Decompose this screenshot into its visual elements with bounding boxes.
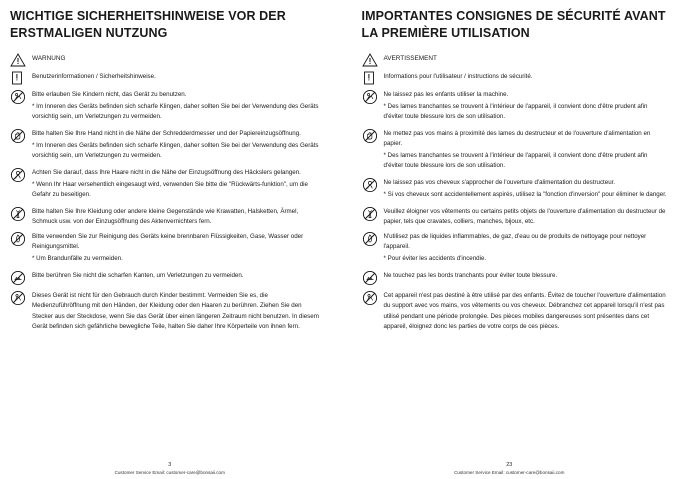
no-sharp-edge-icon <box>10 269 32 286</box>
safety-item-list-german <box>10 52 322 332</box>
list-item-line: * Des lames tranchantes se trouvent à l'intérieur de l'appareil, il convient donc d'être prudent afin d'éviter toute blessure lors de son utilisation. <box>383 151 648 170</box>
customer-service-email: Customer Service Email: customer-care@bonsaii.com <box>114 470 225 475</box>
page-title-german: WICHTIGE SICHERHEITSHINWEISE VOR DER ERSTMALIGEN NUTZUNG <box>10 9 286 40</box>
list-item <box>10 205 322 227</box>
list-item-text: Cet appareil n'est pas destiné à être utilisé par des enfants. Évitez de toucher l'ouverture d'alimentation du support avec vos mains, vos vêtements ou vos cheveux. Débranchez cet appareil lorsqu'il n'est pas utilisé pendant une période prolongée. Des pièces mobiles dangereuses sont présentes dans cet appareil, éloignez donc les parties de votre corps de ces pièces. <box>383 292 666 330</box>
list-item-text <box>384 127 668 173</box>
list-item <box>10 127 322 163</box>
list-item <box>10 166 322 202</box>
list-item <box>10 52 322 67</box>
list-item-text <box>32 88 322 124</box>
page-number: 23 <box>506 462 513 468</box>
list-item <box>10 230 322 266</box>
no-hair-icon <box>10 166 32 183</box>
list-item-line: * Um Brandunfälle zu vermeiden. <box>32 255 123 263</box>
list-item-line: N'utilisez pas de liquides inflammables, de gaz, d'eau ou de produits de nettoyage pour nettoyer l'appareil. <box>383 233 647 251</box>
list-item-line: * Im Inneren des Geräts befinden sich scharfe Klingen, daher sollten Sie bei der Verwendung des Geräts vorsichtig sein, um Verletzungen zu vermeiden. <box>32 102 319 120</box>
no-hands-icon <box>10 127 32 144</box>
list-item <box>362 127 668 173</box>
list-item-line: Bitte verwenden Sie zur Reinigung des Geräts keine brennbaren Flüssigkeiten, Gase, Wasser oder Reinigungsmittel. <box>32 233 304 251</box>
no-children-use-icon <box>362 289 384 306</box>
footer-french <box>340 462 679 475</box>
list-item <box>10 269 322 286</box>
list-item-line: * Wenn Ihr Haar versehentlich eingesaugt wird, verwenden Sie bitte die "Rückwärts-funktion", um die Gefahr zu beseitigen. <box>32 181 308 199</box>
list-item-text: Bitte halten Sie Ihre Kleidung oder andere kleine Gegenstände wie Krawatten, Halsketten, Ärmel, Schmuck usw. von der Einzugsöffnung des Aktenvernichters fern. <box>32 208 299 226</box>
list-item-text: Benutzerinformationen / Sicherheitshinweise. <box>32 72 156 80</box>
list-item-text <box>32 166 322 202</box>
list-item-line: * Pour éviter les accidents d'incendie. <box>383 255 487 263</box>
customer-service-email: Customer Service Email: customer-care@bonsaii.com <box>454 470 565 475</box>
no-flammable-icon <box>362 230 384 247</box>
list-item <box>362 289 668 331</box>
list-item-text: WARNUNG <box>32 54 66 62</box>
no-children-icon <box>10 88 32 105</box>
list-item-text: AVERTISSEMENT <box>383 54 437 62</box>
no-flammable-icon <box>10 230 32 247</box>
no-loose-clothing-icon <box>10 205 32 222</box>
list-item-text: Ne touchez pas les bords tranchants pour éviter toute blessure. <box>383 272 558 280</box>
list-item-text: Dieses Gerät ist nicht für den Gebrauch durch Kinder bestimmt. Vermeiden Sie es, die Medienzuführöffnung mit den Händen, der Kleidung oder den Haaren zu berühren. Ziehen Sie den Stecker aus der Steckdose, wenn Sie das Gerät über einen längeren Zeitraum nicht benutzen. In diesem Gerät befinden sich gefährliche bewegliche Teile, halten Sie daher Ihre Körperteile von ihnen fern. <box>32 292 319 330</box>
list-item-text <box>384 88 668 124</box>
warning-triangle-icon <box>10 52 32 67</box>
list-item-line: Ne laissez pas vos cheveux s'approcher de l'ouverture d'alimentation du destructeur. <box>383 179 616 187</box>
safety-column-french <box>340 0 679 479</box>
list-item-text <box>32 230 322 266</box>
warning-triangle-icon <box>362 52 384 67</box>
list-item-text <box>384 176 668 202</box>
list-item-line: Bitte erlauben Sie Kindern nicht, das Gerät zu benutzen. <box>32 90 187 98</box>
list-item <box>10 88 322 124</box>
no-children-use-icon <box>10 289 32 306</box>
safety-item-list-french <box>362 52 668 332</box>
list-item <box>362 176 668 202</box>
no-loose-clothing-icon <box>362 205 384 222</box>
list-item <box>10 70 322 85</box>
list-item-line: * Si vos cheveux sont accidentellement aspirés, utilisez la "fonction d'inversion" pour éliminer le danger. <box>383 191 667 199</box>
list-item <box>362 230 668 266</box>
list-item-text <box>32 127 322 163</box>
manual-book-icon <box>10 70 32 85</box>
no-sharp-edge-icon <box>362 269 384 286</box>
page-title-french: IMPORTANTES CONSIGNES DE SÉCURITÉ AVANT LA PREMIÈRE UTILISATION <box>361 9 666 40</box>
list-item <box>362 52 668 67</box>
list-item <box>10 289 322 331</box>
list-item-line: * Des lames tranchantes se trouvent à l'intérieur de l'appareil, il convient donc d'être prudent afin d'éviter toute blessure lors de son utilisation. <box>383 102 648 120</box>
list-item-line: * Im Inneren des Geräts befinden sich scharfe Klingen, daher sollten Sie bei der Verwendung des Geräts vorsichtig sein, um Verletzungen zu vermeiden. <box>32 141 319 159</box>
list-item-line: Achten Sie darauf, dass Ihre Haare nicht in die Nähe der Einzugsöffnung des Häckslers gelangen. <box>32 169 301 177</box>
list-item-line: Bitte halten Sie Ihre Hand nicht in die Nähe der Schredderdmesser und der Papiereinzugsöffnung. <box>32 129 301 137</box>
list-item-text: Bitte berühren Sie nicht die scharfen Kanten, um Verletzungen zu vermeiden. <box>32 272 244 280</box>
list-item <box>362 205 668 227</box>
list-item <box>362 269 668 286</box>
page-number: 3 <box>168 462 172 468</box>
manual-book-icon <box>362 70 384 85</box>
list-item <box>362 88 668 124</box>
no-hands-icon <box>362 127 384 144</box>
list-item-line: Ne laissez pas les enfants utiliser la machine. <box>383 90 509 98</box>
footer-german <box>0 462 340 475</box>
list-item-text <box>384 230 668 266</box>
list-item-line: Ne mettez pas vos mains à proximité des lames du destructeur et de l'ouverture d'alimentation en papier. <box>383 129 651 147</box>
list-item-text: Veuillez éloigner vos vêtements ou certains petits objets de l'ouverture d'alimentation du destructeur de papier, tels que cravates, colliers, manches, bijoux, etc. <box>383 208 666 226</box>
list-item <box>362 70 668 85</box>
no-hair-icon <box>362 176 384 193</box>
no-children-icon <box>362 88 384 105</box>
list-item-text: Informations pour l'utilisateur / instructions de sécurité. <box>383 72 533 80</box>
